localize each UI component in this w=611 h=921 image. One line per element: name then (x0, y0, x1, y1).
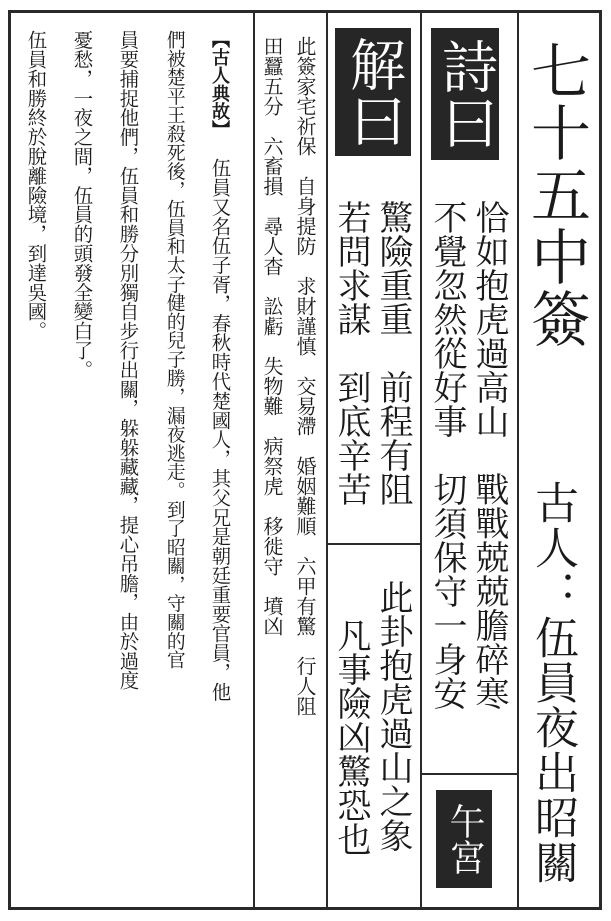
story-line-3: 員要捕捉他們，伍員和勝分別獨自步行出關，躲躲藏藏，提心吊膽，由於過度 (116, 30, 140, 690)
divider-summary (326, 543, 420, 545)
explanation-summary-1: 此卦抱虎過山之象 (373, 580, 413, 852)
poem-line-2: 不覺忽然從好事 切須保守一身安 (427, 200, 467, 710)
divider-palace (420, 773, 517, 775)
story-line-2: 們被楚平王殺死後，伍員和太子健的兒子勝，漏夜逃走。到了昭關，守關的官 (163, 30, 185, 669)
story-line-1: 伍員又名伍子胥，春秋時代楚國人，其父兄是朝廷重要官員，他 (208, 158, 232, 702)
explanation-line-1: 驚險重重 前程有阻 (373, 200, 413, 506)
fortune-subtitle: 古人：伍員夜出昭關 (527, 480, 578, 885)
explanation-label: 解曰 (335, 28, 411, 156)
divider-explanation (326, 13, 328, 907)
poem-label: 詩曰 (431, 28, 499, 160)
explanation-summary-2: 凡事險凶驚恐也 (331, 618, 371, 856)
story-header: 【古人典故】 (209, 30, 230, 138)
story-line-4: 憂愁，一夜之間，伍員的頭發全變白了。 (70, 30, 94, 380)
fortune-title: 七十五中簽 (521, 40, 591, 350)
divider-title (517, 13, 519, 907)
divider-story (253, 13, 255, 907)
advice-line-2: 田蠶五分 六畜損 尋人杳 訟虧 失物難 病祭虎 移徙守 墳凶 (260, 36, 284, 636)
story-line-5: 伍員和勝終於脫離險境，到達吳國。 (24, 30, 48, 341)
advice-line-1: 此簽家宅祈保 自身提防 求財謹慎 交易滯 婚姻難順 六甲有驚 行人阻 (293, 36, 317, 716)
explanation-line-2: 若問求謀 到底辛苦 (331, 200, 371, 506)
poem-line-1: 恰如抱虎過高山 戰戰兢兢膽碎寒 (469, 200, 509, 710)
palace-badge: 午宮 (436, 790, 492, 888)
